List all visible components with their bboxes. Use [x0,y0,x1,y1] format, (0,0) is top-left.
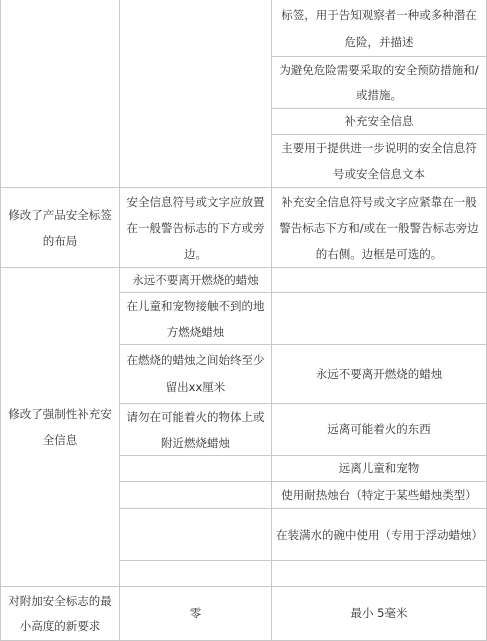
cell-new-supplementary-heading: 补充安全信息 [344,114,414,128]
cell-old-mandatory-1: 永远不要离开燃烧的蜡烛 [132,272,259,287]
row-label-layout-change: 修改了产品安全标签的布局 [8,207,112,248]
row-label-mandatory-info-change: 修改了强制性补充安全信息 [8,407,112,447]
cell-old-mandatory-4: 请勿在可能着火的物体上或附近燃烧蜡烛 [126,409,265,450]
cell-old-layout-requirement: 安全信息符号或文字应放置在一般警告标志的下方或旁边。 [126,194,265,261]
cell-new-precaution-text: 为避免危险需要采取的安全预防措施和/或措施。 [279,62,479,102]
cell-new-mandatory-2: 远离可能着火的东西 [327,422,431,436]
row-label-min-height-requirement: 对附加安全标志的最小高度的新要求 [8,593,112,633]
cell-new-mandatory-5: 在装满水的碗中使用（专用于浮动蜡烛） [276,527,483,542]
cell-new-mandatory-4: 使用耐热烛台（特定于某些蜡烛类型） [281,487,477,502]
cell-new-warning-label-definition: 标签，用于告知观察者一种或多种潜在危险，并描述 [281,8,477,49]
cell-new-min-height: 最小 5毫米 [350,606,408,620]
cell-old-min-height: 零 [189,606,202,620]
cell-new-supplementary-definition: 主要用于提供进一步说明的安全信息符号或安全信息文本 [281,141,477,181]
cell-new-mandatory-1: 永远不要离开燃烧的蜡烛 [315,366,443,381]
cell-new-mandatory-3: 远离儿童和宠物 [338,461,420,475]
cell-old-mandatory-3: 在燃烧的蜡烛之间始终至少留出xx厘米 [126,353,265,394]
cell-new-layout-requirement: 补充安全信息符号或文字应紧靠在一般警告标志下方和/或在一般警告标志旁边的右侧。边框是可选的。 [279,194,479,261]
cell-old-mandatory-2: 在儿童和宠物接触不到的地方燃烧蜡烛 [126,298,265,339]
